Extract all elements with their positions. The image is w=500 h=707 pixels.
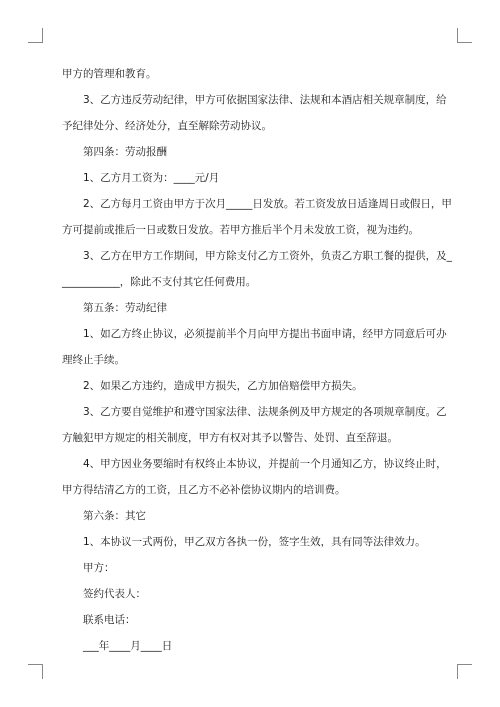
crop-mark-top-left bbox=[28, 28, 43, 43]
text-line: 3、乙方要自觉维护和遵守国家法律、法规条例及甲方规定的各项规章制度。乙 bbox=[83, 406, 447, 418]
text-line: 4、甲方因业务要缩时有权终止本协议，并提前一个月通知乙方，协议终止时， bbox=[83, 458, 447, 470]
text-line: 理终止手续。 bbox=[62, 354, 125, 366]
text-line: 3、乙方在甲方工作期间，甲方除支付乙方工资外，负责乙方职工餐的提供，及_ bbox=[83, 250, 452, 262]
section-heading: 第六条：其它 bbox=[83, 510, 146, 522]
text-line: 方触犯甲方规定的相关制度，甲方有权对其予以警告、处罚、直至辞退。 bbox=[62, 432, 398, 444]
text-line: 2、乙方每月工资由甲方于次月_____日发放。若工资发放日适逢周日或假日，甲 bbox=[83, 198, 452, 210]
text-line: 1、如乙方终止协议，必须提前半个月向甲方提出书面申请，经甲方同意后可办 bbox=[83, 328, 447, 340]
section-heading: 第四条：劳动报酬 bbox=[83, 146, 167, 158]
text-line: 甲方得结清乙方的工资，且乙方不必补偿协议期内的培训费。 bbox=[62, 484, 346, 496]
text-line: 甲方的管理和教育。 bbox=[62, 68, 157, 80]
section-heading: 第五条：劳动纪律 bbox=[83, 302, 167, 314]
text-line: 方可提前或推后一日或数日发放。若甲方推后半个月未发放工资，视为违约。 bbox=[62, 224, 419, 236]
signature-phone: 联系电话： bbox=[83, 614, 136, 626]
text-line: 予纪律处分、经济处分，直至解除劳动协议。 bbox=[62, 120, 272, 132]
crop-mark-bottom-right bbox=[457, 664, 472, 679]
text-line: 1、乙方月工资为：____元/月 bbox=[83, 172, 220, 184]
crop-mark-top-right bbox=[457, 28, 472, 43]
signature-date: ___年____月____日 bbox=[83, 640, 173, 652]
signature-party-a: 甲方： bbox=[83, 562, 115, 574]
text-line: 3、乙方违反劳动纪律，甲方可依据国家法律、法规和本酒店相关规章制度，给 bbox=[83, 94, 447, 106]
crop-mark-bottom-left bbox=[28, 664, 43, 679]
text-line: 1、本协议一式两份，甲乙双方各执一份，签字生效，具有同等法律效力。 bbox=[83, 536, 426, 548]
text-line: ___________，除此不支付其它任何费用。 bbox=[62, 276, 257, 288]
text-line: 2、如果乙方违约，造成甲方损失，乙方加倍赔偿甲方损失。 bbox=[83, 380, 363, 392]
signature-representative: 签约代表人： bbox=[83, 588, 146, 600]
